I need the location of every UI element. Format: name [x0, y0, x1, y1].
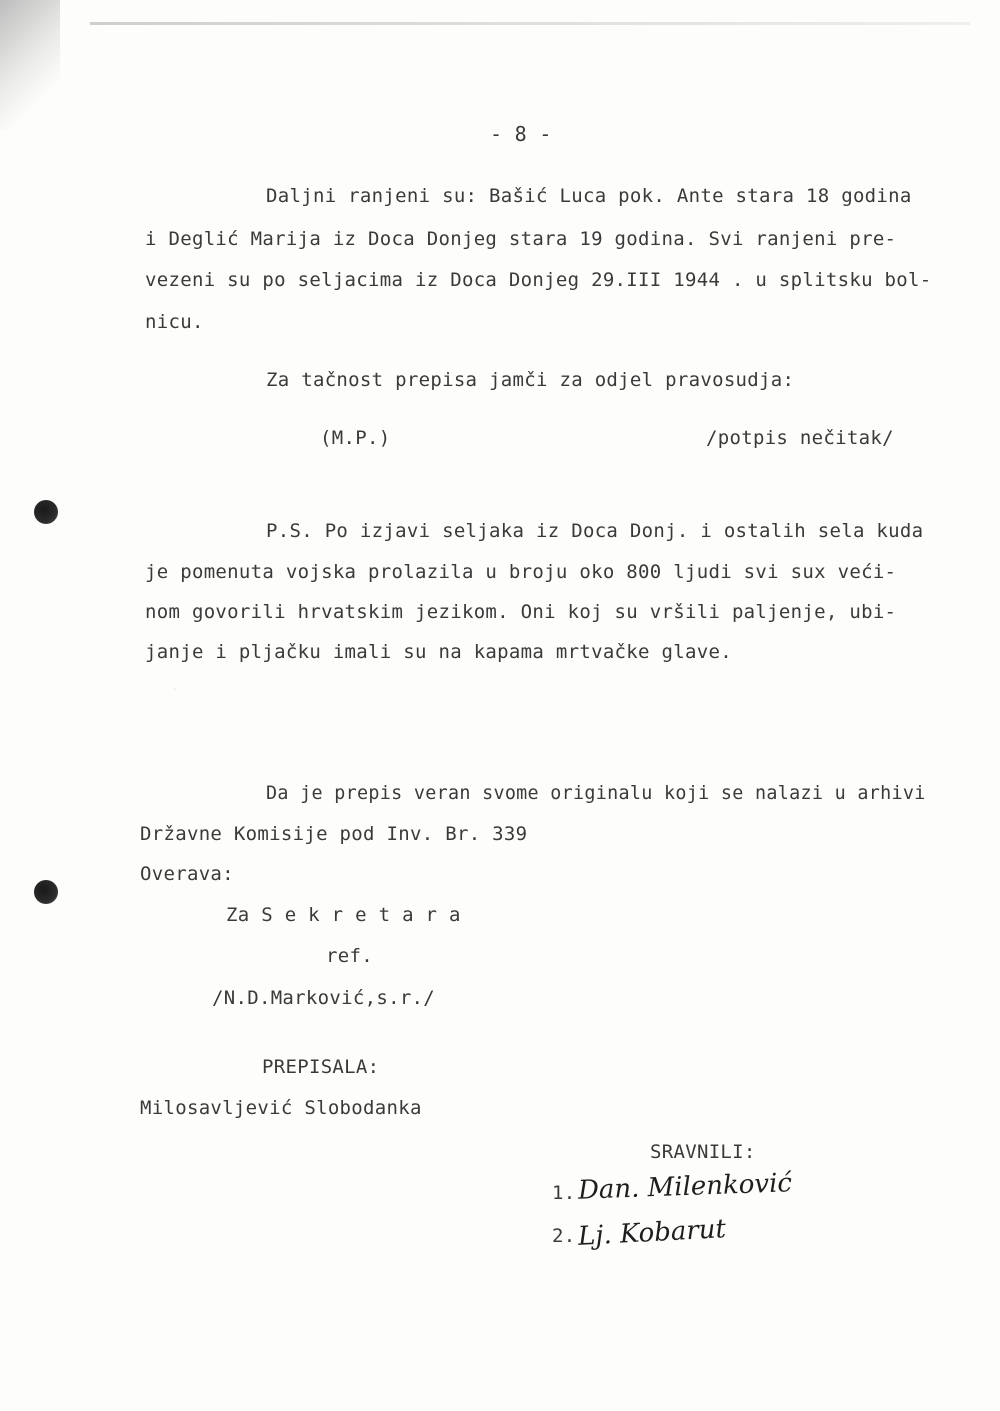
verification-line: Državne Komisije pod Inv. Br. 339 [140, 823, 528, 845]
za-sekretara: Za S e k r e t a r a [226, 904, 461, 926]
page-number: - 8 - [490, 122, 552, 146]
handwritten-signature: Dan. Milenković [577, 1168, 793, 1206]
transcriber-name: Milosavljević Slobodanka [140, 1097, 422, 1119]
postscript-line: je pomenuta vojska prolazila u broju oko 800 ljudi svi sux veći- [145, 561, 897, 583]
verification-line: Da je prepis veran svome originalu koji se nalazi u arhivi [266, 783, 926, 804]
bleed-through: · [170, 680, 181, 700]
postscript-line: P.S. Po izjavi seljaka iz Doca Donj. i ostalih sela kuda [266, 520, 924, 542]
page-top-edge [90, 22, 970, 25]
compared-label: SRAVNILI: [650, 1141, 756, 1163]
punch-hole-icon [34, 880, 58, 904]
postscript-line: nom govorili hrvatskim jezikom. Oni koj su vršili paljenje, ubi- [145, 601, 897, 623]
signature-number: 1. [552, 1182, 576, 1204]
postscript-line: janje i pljačku imali su na kapama mrtvačke glave. [145, 641, 732, 663]
certification-statement: Za tačnost prepisa jamči za odjel pravosudja: [266, 369, 795, 391]
punch-hole-icon [34, 500, 58, 524]
overava-label: Overava: [140, 863, 234, 885]
paragraph-line: i Deglić Marija iz Doca Donjeg stara 19 godina. Svi ranjeni pre- [145, 228, 897, 250]
signer-name: /N.D.Marković,s.r./ [212, 987, 436, 1009]
seal-mark: (M.P.) [320, 427, 391, 449]
handwritten-signature: Lj. Kobarut [577, 1214, 727, 1252]
page-corner-fold [0, 0, 60, 130]
paragraph-line: nicu. [145, 311, 204, 333]
paragraph-line: vezeni su po seljacima iz Doca Donjeg 29.III 1944 . u splitsku bol- [145, 269, 932, 291]
transcribed-by-label: PREPISALA: [262, 1056, 380, 1078]
ref-label: ref. [326, 945, 373, 967]
signature-note: /potpis nečitak/ [706, 427, 894, 449]
signature-number: 2. [552, 1225, 576, 1247]
paragraph-line: Daljni ranjeni su: Bašić Luca pok. Ante stara 18 godina [266, 185, 912, 207]
